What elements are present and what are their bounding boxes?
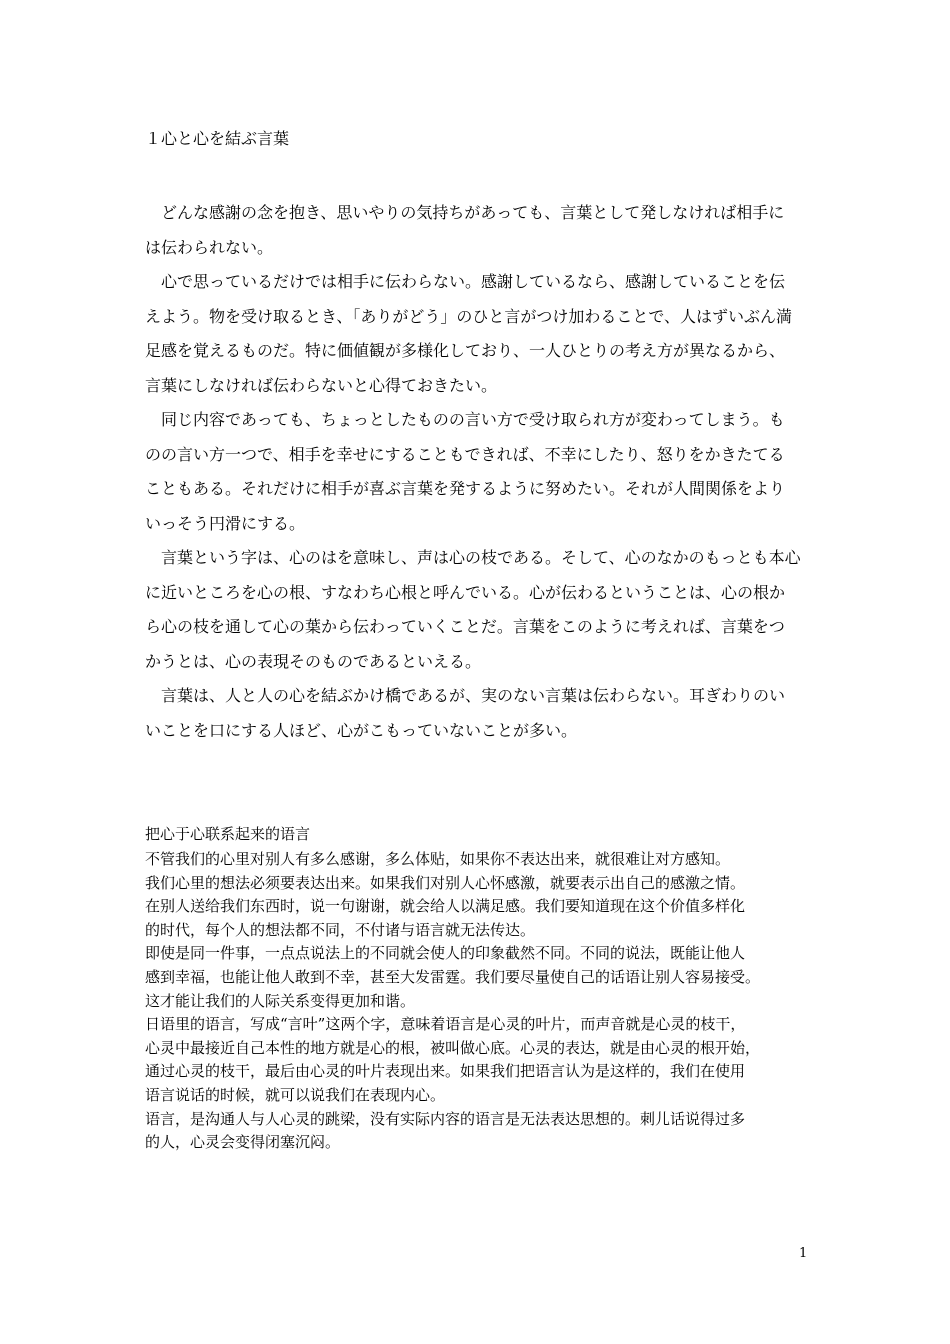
chinese-line: 的人，心灵会变得闭塞沉闷。 bbox=[145, 1133, 341, 1152]
chinese-line: 日语里的语言，写成“言叶”这两个字，意味着语言是心灵的叶片，而声音就是心灵的枝干， bbox=[145, 1015, 746, 1034]
chinese-line: 我们心里的想法必须要表达出来。如果我们对别人心怀感激，就要表示出自己的感激之情。 bbox=[145, 873, 746, 892]
japanese-line: のの言い方一つで、相手を幸せにすることもできれば、不幸にしたり、怒りをかきたてる bbox=[145, 444, 785, 464]
chinese-line: 在别人送给我们东西时，说一句谢谢，就会给人以满足感。我们要知道现在这个价值多样化 bbox=[145, 897, 746, 916]
chinese-line: 感到幸福，也能让他人敢到不幸，甚至大发雷霆。我们要尽量使自己的话语让别人容易接受。 bbox=[145, 967, 761, 986]
chinese-line: 即使是同一件事，一点点说法上的不同就会使人的印象截然不同。不同的说法，既能让他人 bbox=[145, 944, 746, 963]
chinese-line: 语言说话的时候，就可以说我们在表现内心。 bbox=[145, 1085, 446, 1104]
chinese-line: 不管我们的心里对别人有多么感谢，多么体贴，如果你不表达出来，就很难让对方感知。 bbox=[145, 850, 731, 868]
chinese-title: 把心于心联系起来的语言 bbox=[145, 825, 311, 843]
chinese-line: 通过心灵的枝干，最后由心灵的叶片表现出来。如果我们把语言认为是这样的，我们在使用 bbox=[145, 1062, 746, 1081]
japanese-line: こともある。それだけに相手が喜ぶ言葉を発するように努めたい。それが人間関係をより bbox=[145, 479, 786, 498]
japanese-line: に近いところを心の根、すなわち心根と呼んでいる。心が伝わるということは、心の根か bbox=[145, 582, 786, 602]
chinese-line: 语言，是沟通人与人心灵的跳梁，没有实际内容的语言是无法表达思想的。刺儿话说得过多 bbox=[145, 1109, 746, 1128]
japanese-title: １心と心を結ぶ言葉 bbox=[145, 129, 290, 148]
japanese-line: 言葉という字は、心のはを意味し、声は心の枝である。そして、心のなかのもっとも本心 bbox=[145, 548, 801, 567]
japanese-line: 言葉にしなければ伝わらないと心得ておきたい。 bbox=[145, 375, 498, 395]
chinese-line: 心灵中最接近自己本性的地方就是心的根，被叫做心底。心灵的表达，就是由心灵的根开始， bbox=[145, 1038, 761, 1057]
japanese-line: は伝わられない。 bbox=[145, 237, 274, 257]
japanese-line: 心で思っているだけでは相手に伝わらない。感謝しているなら、感謝していることを伝 bbox=[145, 272, 786, 291]
japanese-line: えよう。物を受け取るとき、「ありがどう」のひと言がつけ加わることで、人はずいぶん満 bbox=[145, 306, 793, 326]
japanese-line: かうとは、心の表現そのものであるといえる。 bbox=[145, 651, 482, 671]
japanese-line: いことを口にする人ほど、心がこもっていないことが多い。 bbox=[145, 720, 578, 740]
chinese-line: 这才能让我们的人际关系变得更加和谐。 bbox=[145, 991, 416, 1010]
japanese-line: 言葉は、人と人の心を結ぶかけ橋であるが、実のない言葉は伝わらない。耳ぎわりのい bbox=[145, 686, 786, 705]
japanese-line: いっそう円滑にする。 bbox=[145, 513, 306, 533]
page-number: 1 bbox=[799, 1246, 808, 1261]
japanese-body bbox=[145, 196, 807, 748]
japanese-line: ら心の枝を通して心の葉から伝わっていくことだ。言葉をこのように考えれば、言葉をつ bbox=[145, 617, 785, 636]
japanese-line: 同じ内容であっても、ちょっとしたものの言い方で受け取られ方が変わってしまう。も bbox=[145, 410, 785, 429]
japanese-line: 足感を覚えるものだ。特に価値観が多様化しており、一人ひとりの考え方が異なるから、 bbox=[145, 341, 786, 360]
chinese-line: 的时代，每个人的想法都不同，不付诸与语言就无法传达。 bbox=[145, 920, 536, 939]
japanese-line: どんな感謝の念を抱き、思いやりの気持ちがあっても、言葉として発しなければ相手に bbox=[145, 203, 785, 222]
chinese-body bbox=[145, 848, 807, 1155]
